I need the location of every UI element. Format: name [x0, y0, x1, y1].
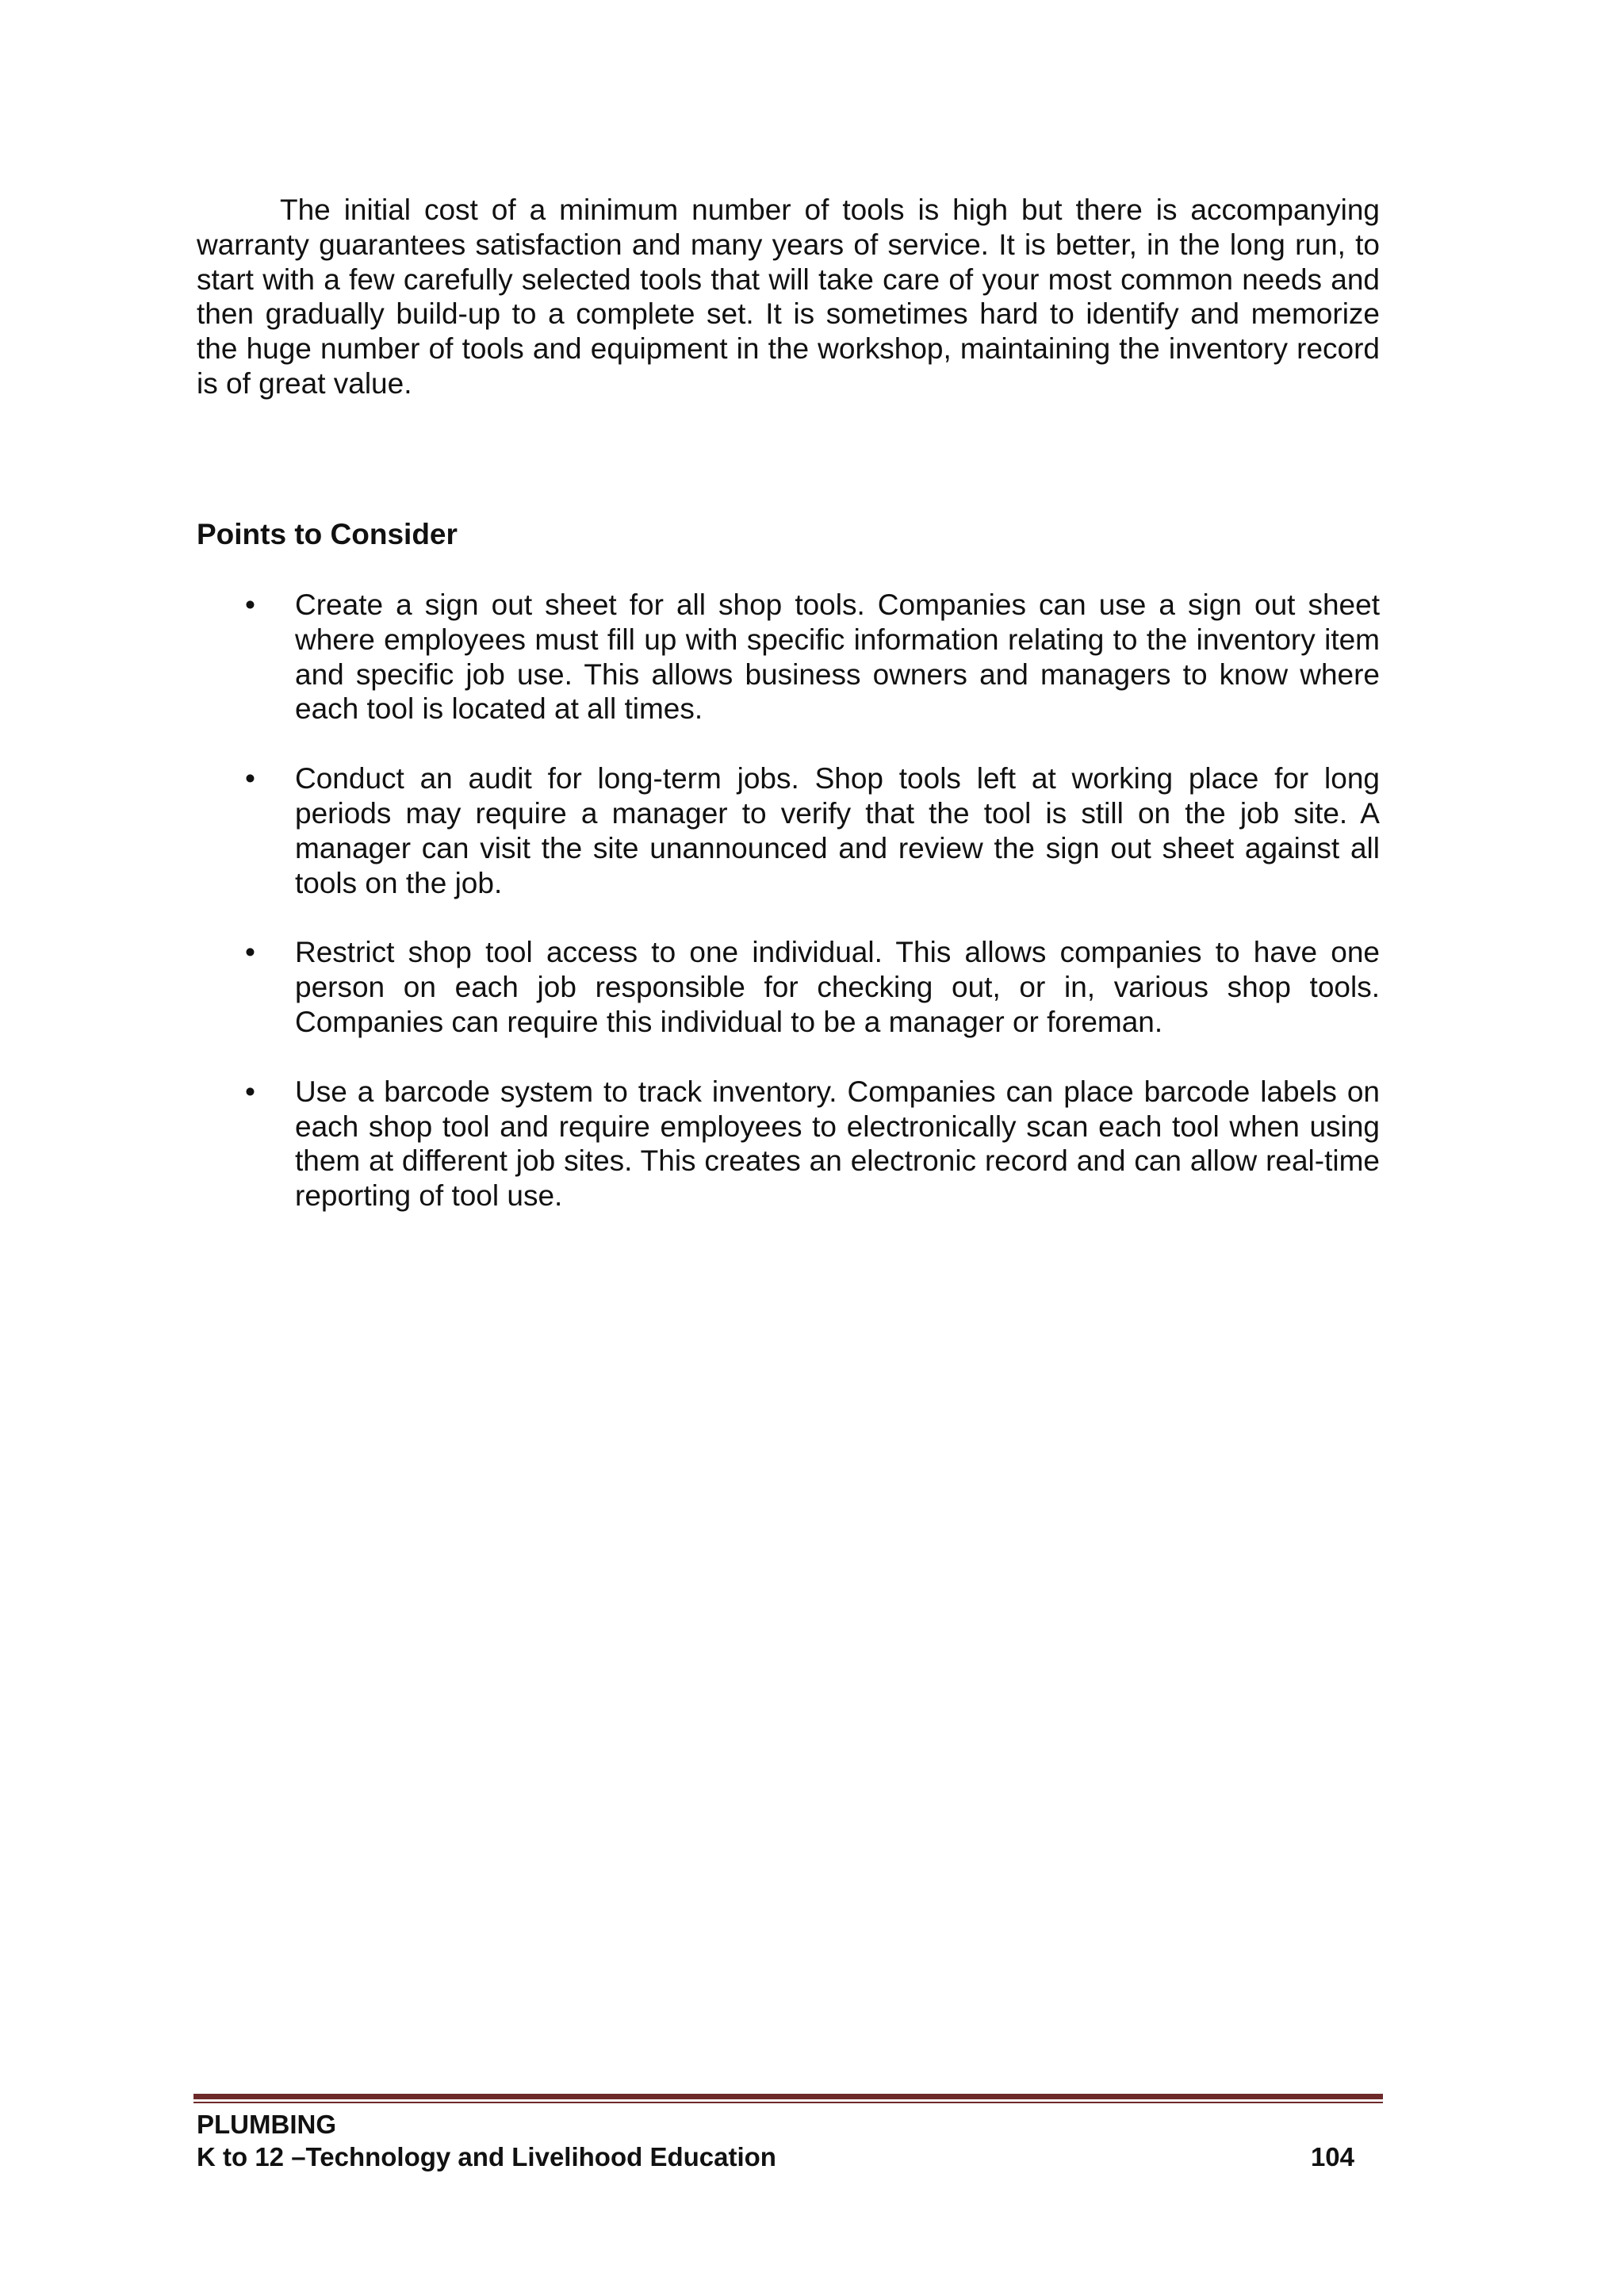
footer-course-line: [197, 2141, 1354, 2173]
bullet-icon: •: [245, 588, 255, 621]
bullet-icon: •: [245, 936, 255, 969]
list-item-text: Conduct an audit for long-term jobs. Shop tools left at working place for long periods may require a manager to verify that the tool is still on the job site. A manager can visit the site unannounced and review the sign out sheet against all tools on the job.: [295, 762, 1380, 899]
list-item: [197, 935, 1380, 1039]
footer-course: K to 12 –Technology and Livelihood Education: [197, 2142, 776, 2171]
section-heading: Points to Consider: [197, 518, 458, 550]
footer-divider: [193, 2094, 1383, 2103]
list-item: [197, 588, 1380, 726]
list-item-text: Create a sign out sheet for all shop tools. Companies can use a sign out sheet where employees must fill up with specific information relating to the inventory item and specific job use. This allows business owners and managers to know where each tool is located at all times.: [295, 588, 1380, 726]
page-number: 104: [1310, 2142, 1354, 2171]
footer-divider-thick: [193, 2094, 1383, 2099]
list-item: [197, 1075, 1380, 1213]
list-item-text: Use a barcode system to track inventory. Companies can place barcode labels on each shop tool and require employees to electronically scan each tool when using them at different job sites. This creates an electronic record and can allow real-time reporting of tool use.: [295, 1075, 1380, 1213]
list-item-text: Restrict shop tool access to one individual. This allows companies to have one person on each job responsible for checking out, or in, various shop tools. Companies can require this individual to be a manager or foreman.: [295, 936, 1380, 1038]
page-footer: [197, 2108, 1354, 2173]
bullet-icon: •: [245, 1075, 255, 1108]
page-content: [197, 193, 1380, 1213]
footer-subject: PLUMBING: [197, 2110, 336, 2139]
footer-divider-thin: [193, 2102, 1383, 2103]
list-item: [197, 761, 1380, 900]
intro-paragraph: The initial cost of a minimum number of tools is high but there is accompanying warranty guarantees satisfaction and many years of service. It is better, in the long run, to start with a few carefully selected tools that will take care of your most common needs and then gradually build-up to a complete set. It is sometimes hard to identify and memorize the huge number of tools and equipment in the workshop, maintaining the inventory record is of great value.: [197, 194, 1380, 400]
points-list: [197, 588, 1380, 1248]
bullet-icon: •: [245, 762, 255, 795]
